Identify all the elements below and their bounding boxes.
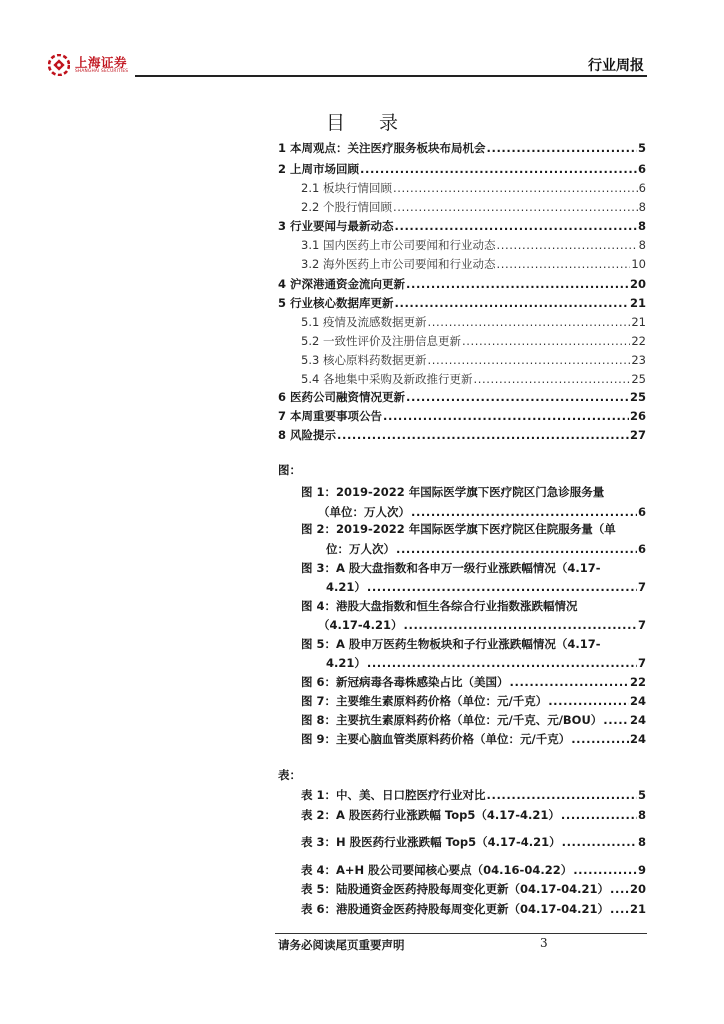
figure-entry[interactable]: 4.21） ..... 7 [326,655,646,671]
figure-entry[interactable]: 位：万人次） ..... 6 [326,541,646,557]
table-entry[interactable]: 表 3：H 股医药行业涨跌幅 Top5（4.17-4.21） ..... 8 [301,834,646,850]
figure-entry[interactable]: 图 7：主要维生素原料药价格（单位：元/千克） ..... 24 [301,693,646,709]
toc-entry[interactable]: 3.2 海外医药上市公司要闻和行业动态 ..... 10 [301,256,646,272]
page-number: 3 [540,936,548,950]
toc-entry[interactable]: 3 行业要闻与最新动态 ..... 8 [278,218,646,234]
toc-entry[interactable]: 4 沪深港通资金流向更新 ..... 20 [278,276,646,292]
logo-emblem-icon [48,54,70,76]
figure-entry-line1[interactable]: 图 3：A 股大盘指数和各申万一级行业涨跌幅情况（4.17- [301,561,601,575]
toc-entry[interactable]: 2.1 板块行情回顾 ..... 6 [301,180,646,196]
toc-entry[interactable]: 2 上周市场回顾 ..... 6 [278,161,646,177]
figure-entry[interactable]: 图 9：主要心脑血管类原料药价格（单位：元/千克） ..... 24 [301,731,646,747]
header-divider [135,75,647,77]
footer-disclaimer: 请务必阅读尾页重要声明 [278,938,405,952]
figure-entry-line1[interactable]: 图 5：A 股申万医药生物板块和子行业涨跌幅情况（4.17- [301,637,601,651]
toc-entry[interactable]: 2.2 个股行情回顾 ..... 8 [301,199,646,215]
toc-entry[interactable]: 7 本周重要事项公告 ..... 26 [278,408,646,424]
figure-entry-line1[interactable]: 图 2：2019-2022 年国际医学旗下医疗院区住院服务量（单 [301,522,616,536]
figure-entry[interactable]: （4.17-4.21） ..... 7 [318,617,646,633]
figures-heading: 图： [278,463,301,477]
table-entry[interactable]: 表 1：中、美、日口腔医疗行业对比 ..... 5 [301,787,646,803]
toc-entry[interactable]: 3.1 国内医药上市公司要闻和行业动态 ..... 8 [301,237,646,253]
report-type: 行业周报 [588,58,644,74]
toc-entry[interactable]: 5.2 一致性评价及注册信息更新 ..... 22 [301,333,646,349]
toc-title: 目 录 [325,112,413,134]
figure-entry[interactable]: （单位：万人次） ..... 6 [318,504,646,520]
figure-entry-line1[interactable]: 图 1：2019-2022 年国际医学旗下医疗院区门急诊服务量 [301,485,605,499]
logo-name: 上海证券 [75,54,128,70]
table-entry[interactable]: 表 4：A+H 股公司要闻核心要点（04.16-04.22） ..... 9 [301,862,646,878]
figure-entry[interactable]: 4.21） ..... 7 [326,579,646,595]
tables-heading: 表： [278,768,301,782]
figure-entry[interactable]: 图 8：主要抗生素原料药价格（单位：元/千克、元/BOU） ..... 24 [301,712,646,728]
footer-divider [275,933,647,934]
toc-entry[interactable]: 8 风险提示 ..... 27 [278,427,646,443]
toc-entry[interactable]: 5.4 各地集中采购及新政推行更新 ..... 25 [301,371,646,387]
figure-entry-line1[interactable]: 图 4：港股大盘指数和恒生各综合行业指数涨跌幅情况 [301,599,578,613]
toc-entry[interactable]: 5.1 疫情及流感数据更新 ..... 21 [301,314,646,330]
company-logo [48,52,128,78]
toc-entry[interactable]: 6 医药公司融资情况更新 ..... 25 [278,389,646,405]
table-entry[interactable]: 表 6：港股通资金医药持股每周变化更新（04.17-04.21） ..... 21 [301,901,646,917]
toc-entry[interactable]: 1 本周观点：关注医疗服务板块布局机会 ..... 5 [278,140,646,156]
figure-entry[interactable]: 图 6：新冠病毒各毒株感染占比（美国） ..... 22 [301,674,646,690]
toc-entry[interactable]: 5 行业核心数据库更新 ..... 21 [278,295,646,311]
table-entry[interactable]: 表 5：陆股通资金医药持股每周变化更新（04.17-04.21） ..... 20 [301,881,646,897]
toc-entry[interactable]: 5.3 核心原料药数据更新 ..... 23 [301,352,646,368]
logo-name-english: SHANGHAI SECURITIES [75,68,129,74]
table-entry[interactable]: 表 2：A 股医药行业涨跌幅 Top5（4.17-4.21） ..... 8 [301,807,646,823]
